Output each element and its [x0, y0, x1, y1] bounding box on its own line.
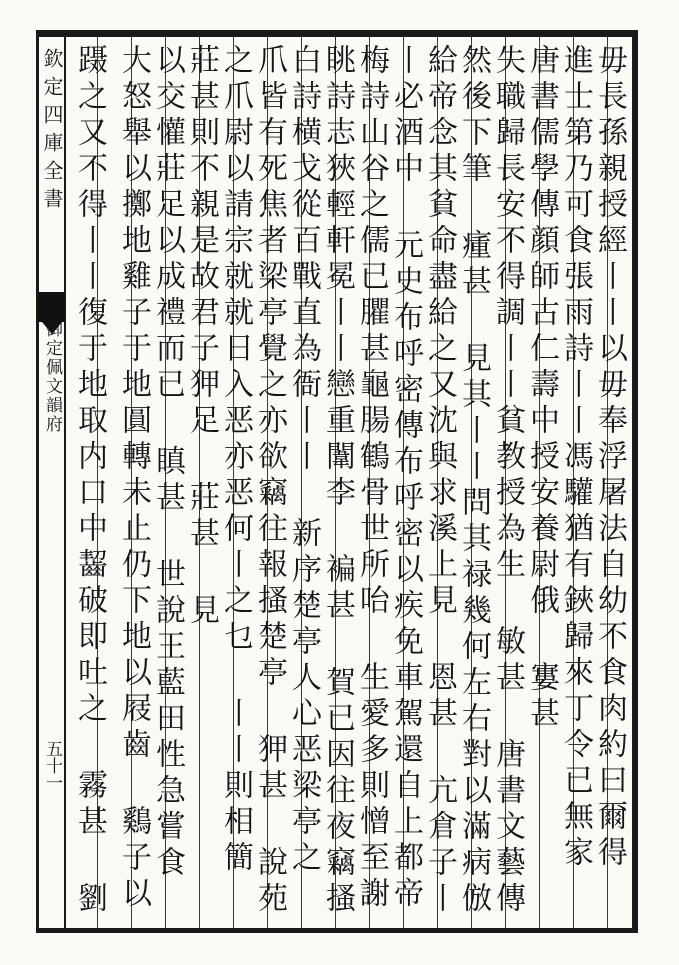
text-column-8: 梅詩山谷之儒已臞甚龜腸鶴骨世所咍 生愛多則憎至謝 — [354, 44, 389, 913]
text-column-12: 之爪尉以請宗就就日入恶亦恶何丨之乜 丨丨則相簡 — [218, 44, 253, 877]
text-column-11: 爪皆有死焦者梁亭覺之亦欲竊往報搔楚亭 狎甚 說苑 — [252, 44, 287, 918]
text-column-4: 失職歸長安不得調丨丨貧教授為生 敏甚 唐書文藝傳 — [490, 44, 525, 918]
text-column-6: 給帝念其貧命盡給之又沈與求溪上見 恩甚 亢倉子丨 — [422, 44, 457, 918]
frame-left-border — [36, 30, 39, 933]
text-column-14: 以交懽莊足以成禮而已 瞋甚 世說王藍田性急嘗食 — [150, 44, 185, 882]
text-column-15: 大怒舉以擲地雞子于地圓轉未止仍下地以屐齒 鷄子以 — [116, 44, 151, 913]
fishtail-mark — [38, 292, 65, 322]
book-title: 欽定四庫全書 — [40, 48, 64, 216]
text-column-3: 唐書儒學傳顔師古仁壽中授安養尉俄 寠甚 — [524, 44, 559, 733]
text-column-1: 毋長孫親授經丨丨以毋奉浮屠法自幼不食肉約曰爾得 — [592, 44, 627, 872]
frame-right-border — [632, 30, 638, 933]
text-column-16: 蹑之又不得丨丨復于地取内口中齧破即吐之 霧甚 劉 — [72, 44, 107, 918]
spine-divider — [64, 30, 66, 933]
frame-bottom-border — [36, 928, 638, 933]
text-column-5: 然後下筆 瘇甚 見其丨丨問其禄幾何左右對以滿病倣 — [456, 44, 491, 918]
section-title: 御定佩文韻府 — [42, 320, 62, 434]
frame-top-border — [36, 30, 638, 37]
text-column-13: 莊甚則不親是故君子狎足 莊甚 見 — [184, 44, 219, 630]
text-column-10: 白詩横戈從百戰直為衙丨丨 新序楚亭人心恶梁亭之 — [286, 44, 321, 877]
text-column-2: 進士第乃可食張雨詩丨丨馮驩猶有鋏歸來丁令已無家 — [558, 44, 593, 872]
text-column-7: 丨必酒中 元史布呼密傳布呼密以疾免車駕還自上都帝 — [388, 44, 423, 913]
page-number: 五十一 — [42, 740, 62, 791]
text-column-9: 眺詩志狹輕軒冕丨丨戀重闈李 褊甚 賀已因往夜竊搔 — [320, 44, 355, 918]
